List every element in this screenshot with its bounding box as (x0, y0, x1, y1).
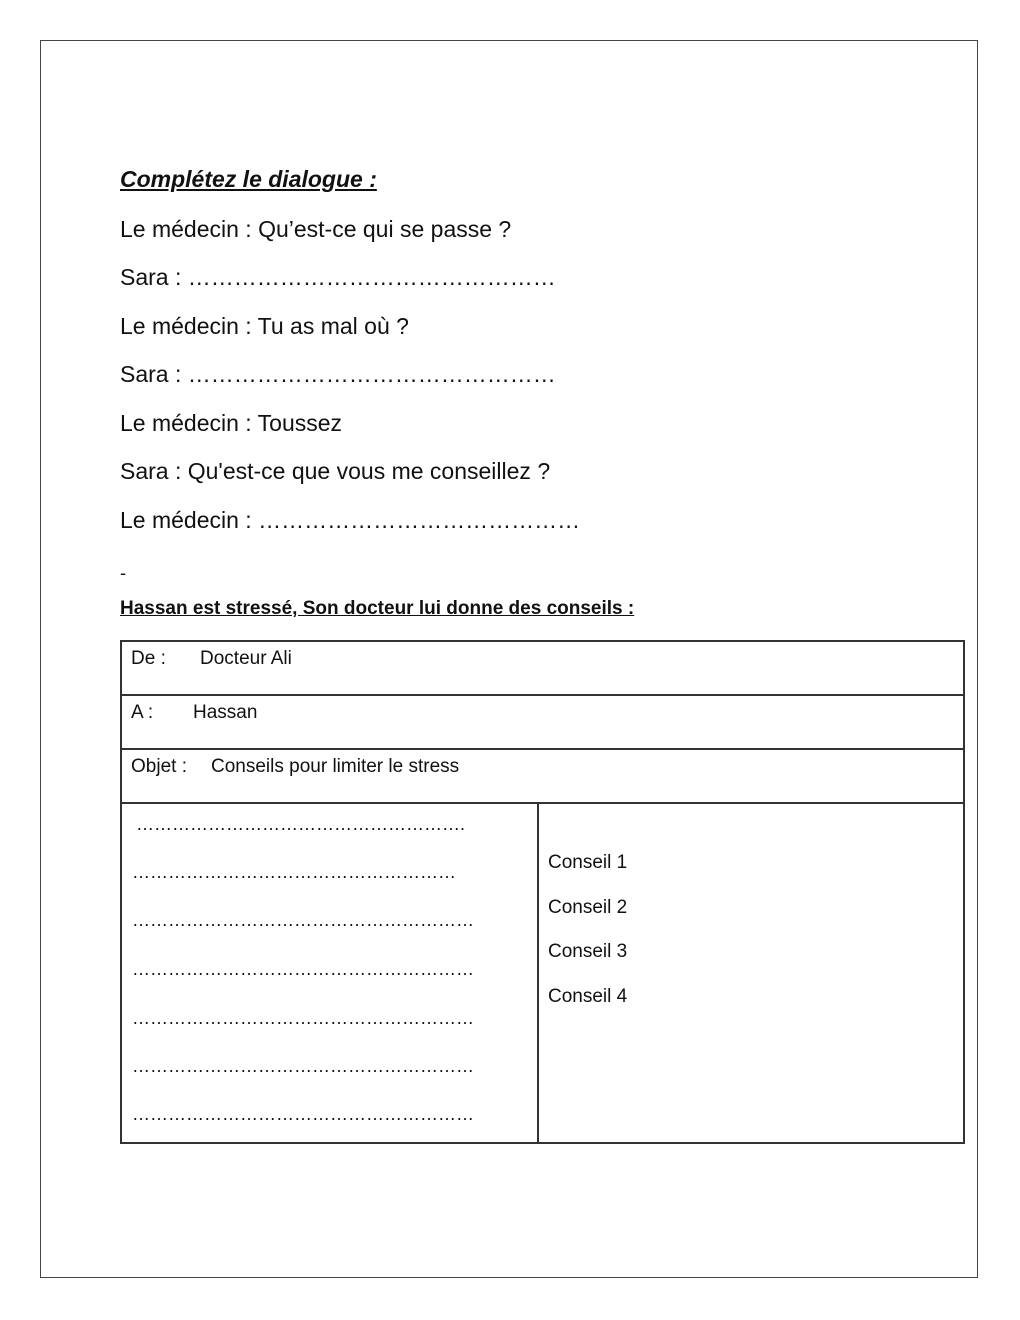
advice-item: Conseil 1 (548, 852, 628, 873)
dialogue-line[interactable]: Sara : ………………………………………… (120, 264, 556, 290)
exercise-heading: Complétez le dialogue : (120, 166, 377, 192)
advice-item: Conseil 3 (548, 941, 628, 962)
from-row (122, 642, 963, 696)
answer-line[interactable]: ………………………………………………… (132, 1056, 474, 1076)
to-row (122, 696, 963, 750)
from-label: De : (131, 648, 166, 669)
answer-cell[interactable] (122, 802, 539, 1142)
answer-line[interactable]: ………………………………………………… (132, 910, 474, 930)
subject-value: Conseils pour limiter le stress (211, 756, 460, 777)
subject-label: Objet : (131, 756, 187, 777)
answer-line[interactable]: ………………………………………………… (132, 1104, 474, 1124)
dialogue-line: Sara : Qu'est-ce que vous me conseillez ? (120, 458, 551, 484)
section-title: Hassan est stressé, Son docteur lui donne des conseils : (120, 598, 635, 619)
answer-line[interactable]: ………………………………………………… (132, 959, 474, 979)
message-table (120, 640, 965, 1144)
to-value: Hassan (193, 702, 258, 723)
to-label: A : (131, 702, 154, 723)
dialogue-line[interactable]: Sara : ………………………………………… (120, 361, 556, 387)
advice-item: Conseil 2 (548, 897, 628, 918)
dialogue-line[interactable]: Le médecin : …………………………………… (120, 507, 581, 533)
dialogue-line: Le médecin : Toussez (120, 410, 343, 436)
answer-line[interactable]: ………………………………………………… (132, 1008, 474, 1028)
subject-row (122, 750, 963, 804)
from-value: Docteur Ali (200, 648, 292, 669)
dialogue-line: Le médecin : Qu’est-ce qui se passe ? (120, 216, 512, 242)
answer-line[interactable]: ………………………………………………. (136, 814, 466, 834)
separator-dash: - (120, 563, 126, 583)
advice-item: Conseil 4 (548, 986, 628, 1007)
answer-line[interactable]: ……………………………………………… (132, 862, 456, 882)
dialogue-line: Le médecin : Tu as mal où ? (120, 313, 409, 339)
